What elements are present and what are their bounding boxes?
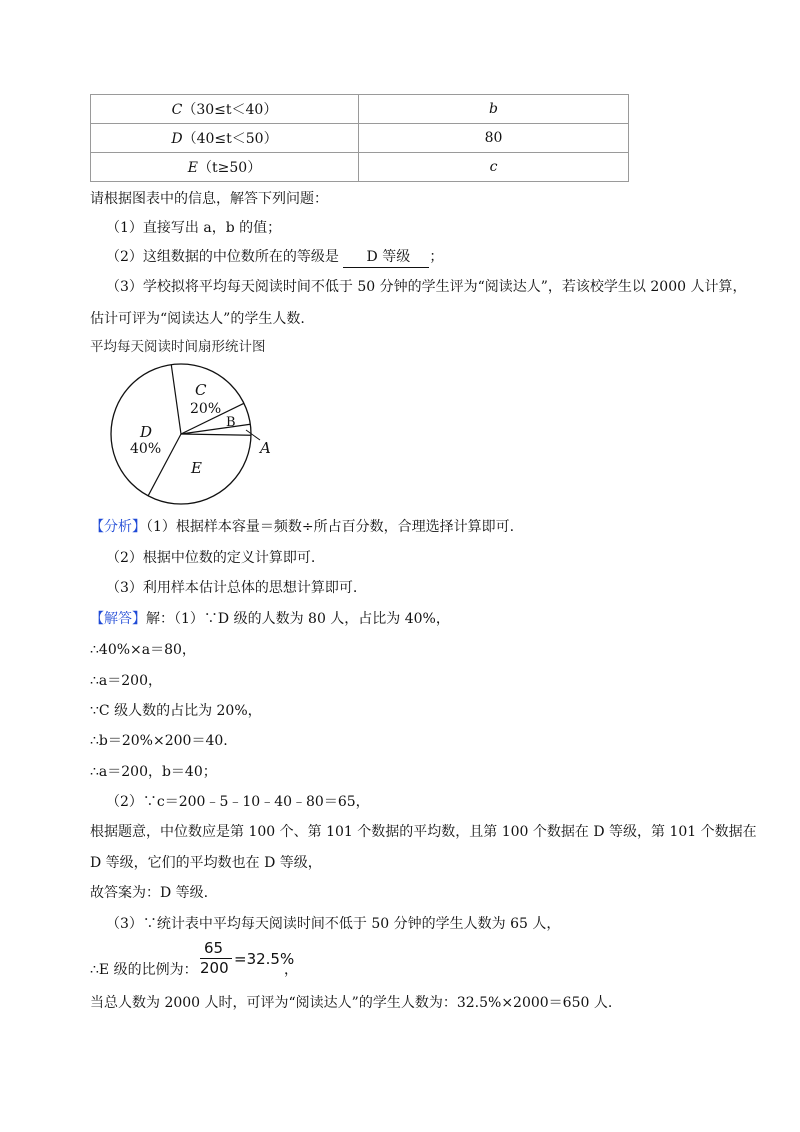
slice-boundary-c	[171, 365, 181, 434]
solution-line4: ∵C 级人数的占比为 20%，	[90, 703, 262, 719]
slice-pct-d: 40%	[130, 441, 162, 457]
slice-label-c: C	[195, 381, 207, 399]
question-2-prefix: （2）这组数据的中位数所在的等级是	[106, 249, 339, 265]
table-row	[91, 124, 629, 153]
solution-line10: 故答案为：D 等级.	[90, 885, 209, 901]
analysis-tag: 【分析】	[90, 519, 146, 535]
slice-label-a: A	[260, 439, 271, 457]
fraction-denominator: 200	[200, 959, 229, 977]
solution-line11: （3）∵统计表中平均每天阅读时间不低于 50 分钟的学生人数为 65 人，	[106, 916, 561, 932]
table-cell-grade: C（30≤t＜40）	[91, 95, 359, 124]
question-2	[106, 247, 443, 268]
solution-line1	[90, 609, 450, 629]
analysis-line2: （2）根据中位数的定义计算即可.	[106, 550, 316, 566]
table-cell-value: c	[359, 153, 629, 182]
solution-line12: ∴E 级的比例为：	[90, 962, 198, 978]
solution-text-1: 解：（1）∵D 级的人数为 80 人，占比为 40%，	[146, 611, 450, 627]
slice-boundary-e	[181, 434, 251, 435]
analysis-line1	[90, 517, 514, 537]
table-cell-grade: D（40≤t＜50）	[91, 124, 359, 153]
solution-tag: 【解答】	[90, 611, 146, 627]
question-2-answer: D 等级	[343, 247, 429, 268]
solution-line8: 根据题意，中位数应是第 100 个、第 101 个数据的平均数，且第 100 个数据在 D 等级，第 101 个数据在	[90, 824, 757, 840]
chart-title: 平均每天阅读时间扇形统计图	[90, 339, 266, 355]
fraction-result: =32.5%	[234, 950, 295, 968]
solution-line2: ∴40%×a＝80，	[90, 642, 196, 658]
table-row	[91, 95, 629, 124]
question-3-line1: （3）学校拟将平均每天阅读时间不低于 50 分钟的学生评为“阅读达人”，若该校学生以 2000 人计算，	[106, 279, 747, 295]
table-cell-value: 80	[359, 124, 629, 153]
analysis-line3: （3）利用样本估计总体的思想计算即可.	[106, 580, 358, 596]
solution-line5: ∴b＝20%×200＝40.	[90, 733, 228, 749]
slice-pct-c: 20%	[190, 401, 222, 417]
pie-chart	[100, 358, 280, 508]
question-3-line2: 估计可评为“阅读达人”的学生人数.	[90, 311, 305, 327]
solution-line3: ∴a＝200，	[90, 673, 162, 689]
fraction-numerator: 65	[204, 939, 224, 957]
table-cell-grade: E（t≥50）	[91, 153, 359, 182]
solution-line13: 当总人数为 2000 人时，可评为“阅读达人”的学生人数为：32.5%×2000＝650 人.	[90, 995, 613, 1011]
table-cell-value: b	[359, 95, 629, 124]
solution-line9: D 等级，它们的平均数也在 D 等级，	[90, 855, 322, 871]
fraction-expression	[197, 939, 295, 979]
question-2-suffix: ；	[429, 249, 444, 265]
solution-line12-suffix: ，	[284, 962, 298, 978]
table-row	[91, 153, 629, 182]
solution-line7: （2）∵c＝200﹣5﹣10﹣40﹣80＝65，	[106, 794, 370, 810]
frequency-table	[90, 94, 629, 182]
solution-line6: ∴a＝200，b＝40；	[90, 764, 217, 780]
slice-label-d: D	[140, 423, 153, 441]
slice-label-e: E	[191, 459, 202, 477]
slice-label-b: B	[226, 415, 236, 430]
question-1: （1）直接写出 a，b 的值；	[106, 220, 282, 236]
question-intro: 请根据图表中的信息，解答下列问题：	[90, 191, 328, 207]
analysis-text-1: （1）根据样本容量＝频数÷所占百分数，合理选择计算即可.	[146, 519, 515, 535]
